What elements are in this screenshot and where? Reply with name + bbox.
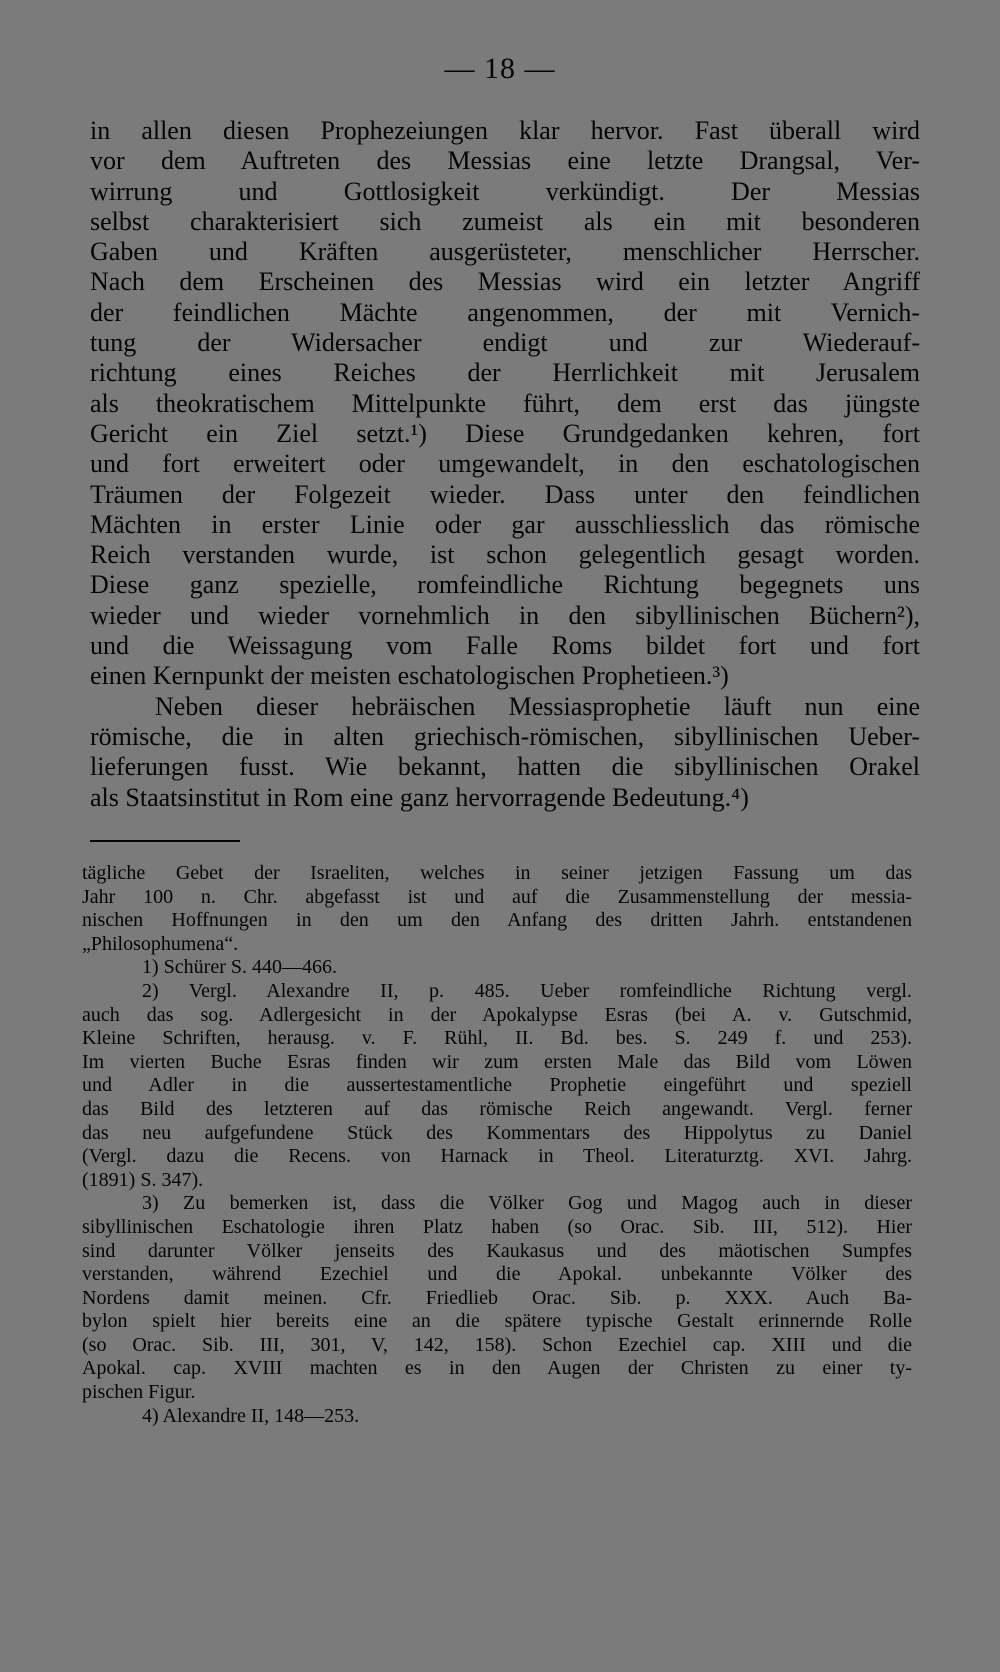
- footnote-line: das neu aufgefundene Stück des Kommentars des Hippolytus zu Daniel: [82, 1121, 912, 1144]
- footnote-line: nischen Hoffnungen in den um den Anfang des dritten Jahrh. entstandenen: [82, 909, 912, 932]
- footnote-line: Apokal. cap. XVIII machten es in den Augen der Christen zu einer ty-: [82, 1357, 912, 1380]
- page-number: — 18 —: [444, 52, 556, 85]
- text-line: richtung eines Reiches der Herrlichkeit mit Jerusalem: [90, 358, 920, 388]
- main-text-body: [90, 116, 920, 813]
- text-line: als theokratischem Mittelpunkte führt, dem erst das jüngste: [90, 388, 920, 418]
- footnote-line: Im vierten Buche Esras finden wir zum ersten Male das Bild vom Löwen: [82, 1050, 912, 1073]
- footnote-line: 2) Vergl. Alexandre II, p. 485. Ueber romfeindliche Richtung vergl.: [142, 979, 912, 1002]
- text-line: tung der Widersacher endigt und zur Wiederauf-: [90, 328, 920, 358]
- text-line: Nach dem Erscheinen des Messias wird ein letzter Angriff: [90, 267, 920, 297]
- text-line: und die Weissagung vom Falle Roms bildet fort und fort: [90, 631, 920, 661]
- text-line: Diese ganz spezielle, romfeindliche Richtung begegnets uns: [90, 570, 920, 600]
- text-line: wieder und wieder vornehmlich in den sibyllinischen Büchern²),: [90, 600, 920, 630]
- footnote-line: (Vergl. dazu die Recens. von Harnack in Theol. Literaturztg. XVI. Jahrg.: [82, 1145, 912, 1168]
- text-line: der feindlichen Mächte angenommen, der mit Vernich-: [90, 297, 920, 327]
- footnote-line: 3) Zu bemerken ist, dass die Völker Gog und Magog auch in dieser: [142, 1192, 912, 1215]
- footnote-line: 1) Schürer S. 440—466.: [142, 956, 337, 979]
- text-line: wirrung und Gottlosigkeit verkündigt. Der Messias: [90, 176, 920, 206]
- footnote-line: das Bild des letzteren auf das römische Reich angewandt. Vergl. ferner: [82, 1097, 912, 1120]
- text-line: Reich verstanden wurde, ist schon gelegentlich gesagt worden.: [90, 540, 920, 570]
- footnote-line: (so Orac. Sib. III, 301, V, 142, 158). Schon Ezechiel cap. XIII und die: [82, 1333, 912, 1356]
- footnote-line: (1891) S. 347).: [82, 1168, 204, 1191]
- text-line: und fort erweitert oder umgewandelt, in den eschatologischen: [90, 449, 920, 479]
- footnote-line: „Philosophumena“.: [82, 932, 239, 955]
- footnote-line: Kleine Schriften, herausg. v. F. Rühl, II. Bd. bes. S. 249 f. und 253).: [82, 1027, 912, 1050]
- text-line: als Staatsinstitut in Rom eine ganz hervorragende Bedeutung.⁴): [90, 782, 749, 812]
- footnotes-block: [82, 862, 912, 1428]
- text-line: lieferungen fusst. Wie bekannt, hatten die sibyllinischen Orakel: [90, 752, 920, 782]
- footnote-line: auch das sog. Adlergesicht in der Apokalypse Esras (bei A. v. Gutschmid,: [82, 1003, 912, 1026]
- footnote-separator: [90, 840, 240, 842]
- footnote-line: und Adler in die aussertestamentliche Prophetie eingeführt und speziell: [82, 1074, 912, 1097]
- text-line: Gericht ein Ziel setzt.¹) Diese Grundgedanken kehren, fort: [90, 418, 920, 448]
- footnote-line: verstanden, während Ezechiel und die Apokal. unbekannte Völker des: [82, 1263, 912, 1286]
- text-line: vor dem Auftreten des Messias eine letzte Drangsal, Ver-: [90, 146, 920, 176]
- text-line: selbst charakterisiert sich zumeist als ein mit besonderen: [90, 206, 920, 236]
- text-line: Neben dieser hebräischen Messiasprophetie läuft nun eine: [155, 691, 920, 721]
- footnote-line: 4) Alexandre II, 148—253.: [142, 1404, 360, 1427]
- text-line: einen Kernpunkt der meisten eschatologischen Prophetieen.³): [90, 661, 729, 691]
- text-line: Träumen der Folgezeit wieder. Dass unter den feindlichen: [90, 479, 920, 509]
- footnote-line: sind darunter Völker jenseits des Kaukasus und des mäotischen Sumpfes: [82, 1239, 912, 1262]
- footnote-line: bylon spielt hier bereits eine an die spätere typische Gestalt erinnernde Rolle: [82, 1310, 912, 1333]
- text-line: in allen diesen Prophezeiungen klar hervor. Fast überall wird: [90, 116, 920, 145]
- text-line: Gaben und Kräften ausgerüsteter, menschlicher Herrscher.: [90, 237, 920, 267]
- text-line: Mächten in erster Linie oder gar ausschliesslich das römische: [90, 509, 920, 539]
- footnote-line: sibyllinischen Eschatologie ihren Platz haben (so Orac. Sib. III, 512). Hier: [82, 1215, 912, 1238]
- footnote-line: Jahr 100 n. Chr. abgefasst ist und auf die Zusammenstellung der messia-: [82, 885, 912, 908]
- footnote-line: Nordens damit meinen. Cfr. Friedlieb Orac. Sib. p. XXX. Auch Ba-: [82, 1286, 912, 1309]
- footnote-line: tägliche Gebet der Israeliten, welches in seiner jetzigen Fassung um das: [82, 862, 912, 884]
- footnote-line: pischen Figur.: [82, 1381, 196, 1404]
- text-line: römische, die in alten griechisch-römischen, sibyllinischen Ueber-: [90, 721, 920, 751]
